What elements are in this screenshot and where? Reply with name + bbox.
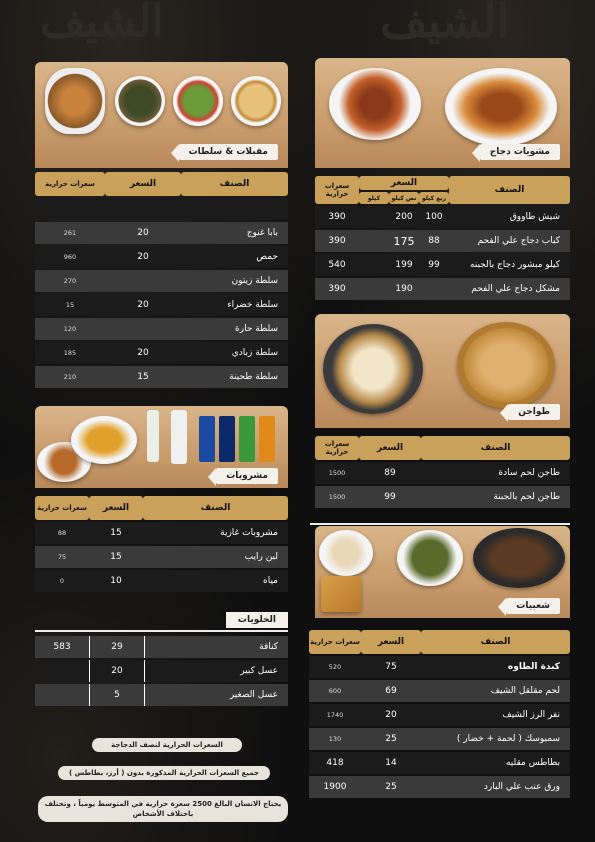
half-price: 190 bbox=[389, 278, 419, 300]
item-name: سلطة طحينة bbox=[181, 366, 288, 388]
price: 15 bbox=[89, 546, 143, 568]
price-header: السعر bbox=[359, 176, 449, 190]
price: 29 bbox=[90, 636, 145, 658]
drinks-banner bbox=[35, 406, 288, 488]
price-header: السعر bbox=[359, 436, 421, 460]
calories-header: سعرات حرارية bbox=[35, 172, 105, 196]
item-name: طاجن لحم سادة bbox=[421, 462, 570, 484]
calories: 418 bbox=[309, 752, 361, 774]
divider bbox=[310, 523, 570, 525]
note-calories-half-chicken: السعرات الحرارية لنصف الدجاجة bbox=[92, 738, 242, 752]
item-name: عسل الصغير bbox=[145, 684, 288, 706]
calories: 15 bbox=[35, 294, 105, 316]
calories: 540 bbox=[315, 254, 359, 276]
popular-table bbox=[309, 628, 570, 800]
calories: 270 bbox=[35, 270, 105, 292]
section-title: مقبلات & سلطات bbox=[179, 144, 278, 160]
food-plate-icon bbox=[457, 322, 555, 408]
calories: 583 bbox=[35, 636, 90, 658]
item-name: شيش طاووق bbox=[449, 206, 570, 228]
section-title: طواجن bbox=[508, 404, 560, 420]
table-row bbox=[315, 486, 570, 508]
item-name: ورق عنب علي البارد bbox=[421, 776, 570, 798]
item-name: حمص bbox=[181, 246, 288, 268]
item-name: مشكل دجاج علي الفحم bbox=[449, 278, 570, 300]
price: 20 bbox=[361, 704, 421, 726]
food-plate-icon bbox=[115, 76, 165, 126]
price-header: السعر bbox=[105, 172, 181, 196]
table-row bbox=[35, 546, 288, 568]
calories: 520 bbox=[309, 656, 361, 678]
food-plate-icon bbox=[473, 528, 565, 588]
calories: 0 bbox=[35, 570, 89, 592]
note-calories-excluding: جميع السعرات الحرارية المذكورة بدون ( أرز، بطاطس ) bbox=[58, 766, 270, 780]
item-name: كباب دجاج علي الفحم bbox=[449, 230, 570, 252]
price: 20 bbox=[105, 342, 181, 364]
sweets-table bbox=[35, 634, 288, 708]
calories-header: سعرات حرارية bbox=[315, 176, 359, 204]
table-header bbox=[315, 176, 570, 190]
half-price: 199 bbox=[389, 254, 419, 276]
price bbox=[105, 318, 181, 340]
item-header: الصنف bbox=[421, 630, 570, 654]
calories: 88 bbox=[35, 522, 89, 544]
header-calligraphy-2: الشيف bbox=[40, 0, 164, 47]
can-icon bbox=[259, 416, 275, 462]
bottle-icon bbox=[147, 410, 159, 462]
table-header bbox=[35, 172, 288, 196]
table-row bbox=[315, 206, 570, 228]
calories: 1740 bbox=[309, 704, 361, 726]
header-calligraphy: الشيف bbox=[380, 0, 510, 48]
tagines-banner bbox=[315, 314, 570, 428]
table-row bbox=[315, 462, 570, 484]
calories: 261 bbox=[35, 222, 105, 244]
price-header: السعر bbox=[89, 496, 143, 520]
calories bbox=[35, 660, 90, 682]
item-name: سلطة زبادي bbox=[181, 342, 288, 364]
item-name: سلطة حارة bbox=[181, 318, 288, 340]
price-header: السعر bbox=[361, 630, 421, 654]
item-name: طاجن لحم بالجبنة bbox=[421, 486, 570, 508]
table-row bbox=[35, 270, 288, 292]
food-plate-icon bbox=[397, 530, 463, 586]
food-plate-icon bbox=[329, 68, 421, 140]
calories: 210 bbox=[35, 366, 105, 388]
item-name: سمبوسك ( لحمة + خضار ) bbox=[421, 728, 570, 750]
divider bbox=[35, 630, 288, 632]
table-row bbox=[309, 752, 570, 774]
calories bbox=[35, 684, 90, 706]
food-plate-icon bbox=[71, 416, 137, 464]
item-header: الصنف bbox=[181, 172, 288, 196]
table-row bbox=[35, 684, 288, 706]
price: 69 bbox=[361, 680, 421, 702]
food-plate-icon bbox=[323, 324, 423, 414]
item-name: لحم مقلقل الشيف bbox=[421, 680, 570, 702]
can-icon bbox=[219, 416, 235, 462]
price: 20 bbox=[105, 246, 181, 268]
half-header: نص كيلو bbox=[389, 192, 419, 204]
price: 89 bbox=[359, 462, 421, 484]
price: 25 bbox=[361, 728, 421, 750]
item-header: الصنف bbox=[143, 496, 288, 520]
table-row bbox=[35, 222, 288, 244]
table-row bbox=[309, 704, 570, 726]
price: 20 bbox=[105, 222, 181, 244]
calories: 1500 bbox=[315, 486, 359, 508]
item-name: كبدة الطاوه bbox=[421, 656, 570, 678]
tagines-table bbox=[315, 434, 570, 510]
tagines-section bbox=[315, 314, 570, 514]
price: 20 bbox=[105, 294, 181, 316]
table-header bbox=[309, 630, 570, 654]
calories: 390 bbox=[315, 206, 359, 228]
calories-header: سعرات حرارية bbox=[35, 496, 89, 520]
note-daily-calories: يحتاج الانسان البالغ 2500 سعرة حرارية في المتوسط يومياً ، وتختلف باختلاف الأشخاص bbox=[38, 796, 288, 822]
table-row bbox=[35, 198, 288, 220]
calories: 960 bbox=[35, 246, 105, 268]
calories-header: سعرات حرارية bbox=[309, 630, 361, 654]
price: 14 bbox=[361, 752, 421, 774]
food-plate-icon bbox=[173, 76, 223, 126]
drinks-table bbox=[35, 494, 288, 594]
item-name: بطاطس مقليه bbox=[421, 752, 570, 774]
item-name: سلطة خضراء bbox=[181, 294, 288, 316]
section-title: شعبيات bbox=[506, 598, 560, 614]
item-header: الصنف bbox=[421, 436, 570, 460]
item-header: الصنف bbox=[449, 176, 570, 204]
quarter-header: ربع كيلو bbox=[419, 192, 449, 204]
table-header bbox=[35, 496, 288, 520]
appetizers-banner bbox=[35, 62, 288, 168]
quarter-price: 88 bbox=[419, 230, 449, 252]
item-name: بابا غنوج bbox=[181, 222, 288, 244]
table-row bbox=[309, 680, 570, 702]
sweets-section bbox=[35, 612, 288, 722]
food-plate-icon bbox=[45, 68, 105, 134]
price: 5 bbox=[90, 684, 145, 706]
table-row bbox=[309, 728, 570, 750]
price: 15 bbox=[89, 522, 143, 544]
table-row bbox=[315, 278, 570, 300]
table-row bbox=[35, 294, 288, 316]
calories: 130 bbox=[309, 728, 361, 750]
section-title: مشروبات bbox=[216, 468, 278, 484]
table-row bbox=[35, 570, 288, 592]
calories: 390 bbox=[315, 278, 359, 300]
price: 20 bbox=[90, 660, 145, 682]
calories-header: سعرات حرارية bbox=[315, 436, 359, 460]
calories: 1500 bbox=[315, 462, 359, 484]
calories: 120 bbox=[35, 318, 105, 340]
item-name: مشروبات غازية bbox=[143, 522, 288, 544]
half-price: 175 bbox=[389, 230, 419, 252]
chicken-table bbox=[315, 174, 570, 302]
price: 75 bbox=[361, 656, 421, 678]
food-plate-icon bbox=[445, 68, 557, 146]
popular-section bbox=[310, 526, 570, 816]
item-name: نفر الرز الشيف bbox=[421, 704, 570, 726]
half-price: 200 bbox=[389, 206, 419, 228]
table-row bbox=[35, 660, 288, 682]
item-name: عسل كبير bbox=[145, 660, 288, 682]
price: 25 bbox=[361, 776, 421, 798]
price: 10 bbox=[89, 570, 143, 592]
section-title: مشويات دجاج bbox=[480, 144, 560, 160]
can-icon bbox=[239, 416, 255, 462]
table-row bbox=[35, 318, 288, 340]
table-header bbox=[315, 436, 570, 460]
sweets-title: الحلويات bbox=[226, 612, 288, 628]
table-row bbox=[309, 656, 570, 678]
item-name: مياه bbox=[143, 570, 288, 592]
table-row bbox=[35, 366, 288, 388]
table-row bbox=[309, 776, 570, 798]
popular-banner bbox=[315, 526, 570, 618]
calories: 1900 bbox=[309, 776, 361, 798]
quarter-price: 100 bbox=[419, 206, 449, 228]
item-name: كنافة bbox=[145, 636, 288, 658]
table-row bbox=[35, 636, 288, 658]
drinks-section bbox=[35, 406, 288, 606]
food-plate-icon bbox=[231, 76, 281, 126]
chicken-section bbox=[315, 58, 570, 298]
bottle-icon bbox=[171, 410, 187, 464]
food-plate-icon bbox=[321, 576, 361, 612]
kilo-header: كيلو bbox=[359, 192, 389, 204]
table-row bbox=[35, 342, 288, 364]
price: 15 bbox=[105, 366, 181, 388]
calories: 185 bbox=[35, 342, 105, 364]
quarter-price bbox=[419, 278, 449, 300]
item-name: كيلو مبشور دجاج بالجبنه bbox=[449, 254, 570, 276]
table-row bbox=[315, 254, 570, 276]
item-name: سلطة زيتون bbox=[181, 270, 288, 292]
table-row bbox=[35, 522, 288, 544]
table-row bbox=[315, 230, 570, 252]
calories: 390 bbox=[315, 230, 359, 252]
appetizers-section bbox=[35, 62, 288, 392]
can-icon bbox=[199, 416, 215, 462]
table-row bbox=[35, 246, 288, 268]
price: 99 bbox=[359, 486, 421, 508]
appetizers-table bbox=[35, 170, 288, 390]
calories: 600 bbox=[309, 680, 361, 702]
calories: 75 bbox=[35, 546, 89, 568]
food-plate-icon bbox=[319, 530, 373, 576]
item-name: لبن رايب bbox=[143, 546, 288, 568]
price bbox=[105, 270, 181, 292]
chicken-banner bbox=[315, 58, 570, 168]
quarter-price: 99 bbox=[419, 254, 449, 276]
